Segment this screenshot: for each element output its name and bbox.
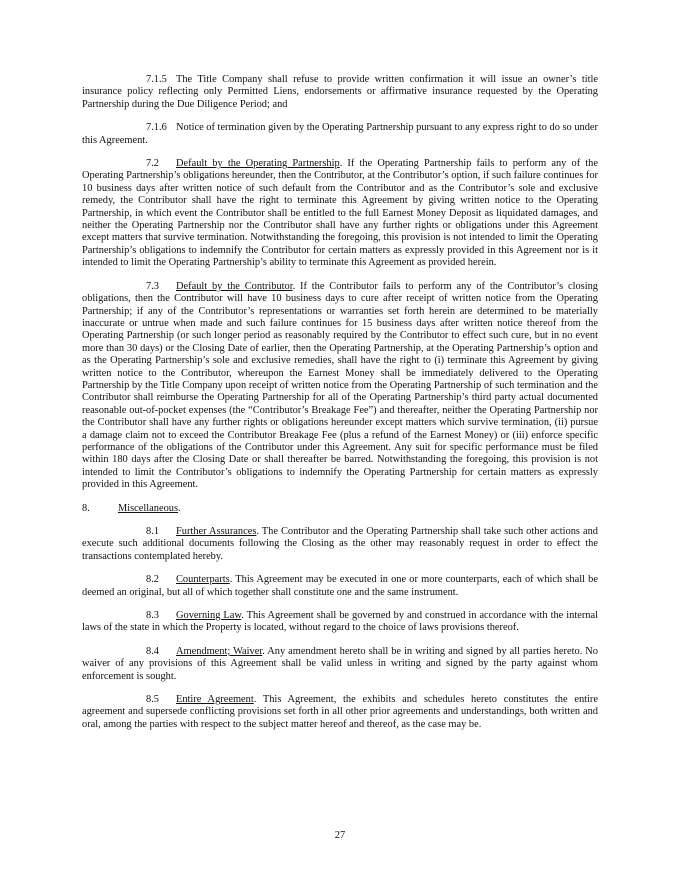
section-title: Miscellaneous bbox=[118, 502, 179, 514]
clause-text: The Title Company shall refuse to provide written confirmation it will issue an owner’s title insurance policy reflecting only Permitted Liens, endorsements or affirmative insurance requested by the Operating Partnership during the Due Diligence Period; and bbox=[82, 74, 598, 110]
clause-number: 8.5 bbox=[146, 694, 159, 706]
page-number: 27 bbox=[334, 830, 346, 841]
clause-7-1-6 bbox=[82, 122, 598, 147]
clause-7-1-5 bbox=[82, 74, 598, 111]
clause-heading: Counterparts bbox=[176, 574, 230, 586]
clause-number: 8.3 bbox=[146, 610, 159, 622]
clause-8-4 bbox=[82, 646, 598, 683]
clause-heading: Governing Law bbox=[176, 610, 242, 622]
clause-number: 7.3 bbox=[146, 280, 159, 292]
clause-heading: Default by the Contributor bbox=[176, 280, 293, 292]
section-number: 8. bbox=[82, 502, 90, 514]
section-title-trail: . bbox=[178, 502, 181, 514]
clause-7-2 bbox=[82, 158, 598, 270]
section-8-heading bbox=[82, 503, 598, 515]
clause-8-2 bbox=[82, 574, 598, 599]
clause-number: 8.4 bbox=[146, 645, 159, 657]
clause-heading: Default by the Operating Partnership bbox=[176, 158, 340, 170]
clause-text: . If the Operating Partnership fails to perform any of the Operating Partnership’s obligations hereunder, then the Contributor, at the Contributor’s option, if such failure continues for 10 business days after written notice of such default from the Contributor and as the Contributor’s sole and exclusive remedy, the Contributor shall have the right to terminate this Agreement by giving written notice to the Operating Partnership, in which event the Contributor shall be entitled to the full Earnest Money Deposit as liquidated damages, and neither the Operating Partnership nor the Contributor shall have any further rights or obligations under this Agreement except matters that survive termination. Notwithstanding the foregoing, this provision is not intended to limit the Operating Partnership’s obligations to indemnify the Contributor for certain matters as expressly provided in this Agreement nor is it intended to limit the Operating Partnership’s ability to terminate this Agreement as provided herein. bbox=[82, 158, 598, 269]
clause-8-5 bbox=[82, 694, 598, 731]
clause-number: 7.1.6 bbox=[146, 122, 167, 134]
clause-number: 7.2 bbox=[146, 158, 159, 170]
clause-number: 8.1 bbox=[146, 526, 159, 537]
clause-number: 8.2 bbox=[146, 574, 159, 586]
clause-8-1 bbox=[82, 526, 598, 563]
clause-text: . This Agreement, the exhibits and schedules hereto constitutes the entire agreement and supersede conflicting provisions set forth in all other prior agreements and understandings, both written and oral, among the parties with respect to the subject matter hereof and thereof, as the case may be. bbox=[82, 694, 599, 730]
clause-text: . The Contributor and the Operating Partnership shall take such other actions and execute such additional documents following the Closing as the other may reasonably request in order to effect the transactions contemplated hereby. bbox=[82, 526, 598, 562]
clause-heading: Entire Agreement bbox=[176, 694, 254, 706]
clause-text: . This Agreement may be executed in one or more counterparts, each of which shall be deemed an original, but all of which together shall constitute one and the same instrument. bbox=[82, 574, 598, 598]
clause-text: Notice of termination given by the Operating Partnership pursuant to any express right to do so under this Agreement. bbox=[82, 122, 598, 146]
clause-7-3 bbox=[82, 281, 598, 492]
clause-text: . This Agreement shall be governed by and construed in accordance with the internal laws of the state in which the Property is located, without regard to the choice of laws provisions thereof. bbox=[82, 610, 599, 634]
clause-number: 7.1.5 bbox=[146, 74, 167, 85]
clause-text: . If the Contributor fails to perform any of the Contributor’s closing obligations, then the Contributor will have 10 business days to cure after receipt of written notice from the Operating Partnership; if any of the Contributor’s representations or warranties set forth herein are determined to be materially inaccurate or untrue when made and such failure continues for 15 business days after written notice thereof from the Operating Partnership (or such longer period as reasonably required by the Contributor to effect such cure, but in no event more than 30 days) or the Closing Date of earlier, then the Operating Partnership, at the Operating Partnership’s option and as the Operating Partnership’s sole and exclusive remedies, shall have the right to (i) terminate this Agreement by giving written notice to the Contributor, whereupon the Earnest Money shall be immediately delivered to the Operating Partnership by the Title Company upon receipt of written notice from the Operating Partnership of such termination and the Contributor shall reimburse the Operating Partnership for all of the Operating Partnership’s third party actual documented reasonable out-of-pocket expenses (the “Contributor’s Breakage Fee”) and thereafter, neither the Operating Partnership nor the Contributor shall have any further rights or obligations hereunder except matters which survive termination, (ii) pursue a damage claim not to exceed the Contributor Breakage Fee (plus a refund of the Earnest Money) or (iii) enforce specific performance of the obligations of the Contributor under this Agreement. Any suit for specific performance must be filed within 180 days after the Closing Date or shall thereafter be barred. Notwithstanding the foregoing, this provision is not intended to limit the Contributor’s obligations to indemnify the Operating Partnership for certain matters as expressly provided in this Agreement. bbox=[82, 280, 598, 491]
clause-heading: Amendment; Waiver bbox=[176, 645, 263, 657]
clause-heading: Further Assurances bbox=[176, 526, 257, 537]
clause-text: . Any amendment hereto shall be in writing and signed by all parties hereto. No waiver of any provisions of this Agreement shall be valid unless in writing and signed by the party against whom enforcement is sought. bbox=[82, 645, 598, 682]
clause-8-3 bbox=[82, 610, 598, 635]
